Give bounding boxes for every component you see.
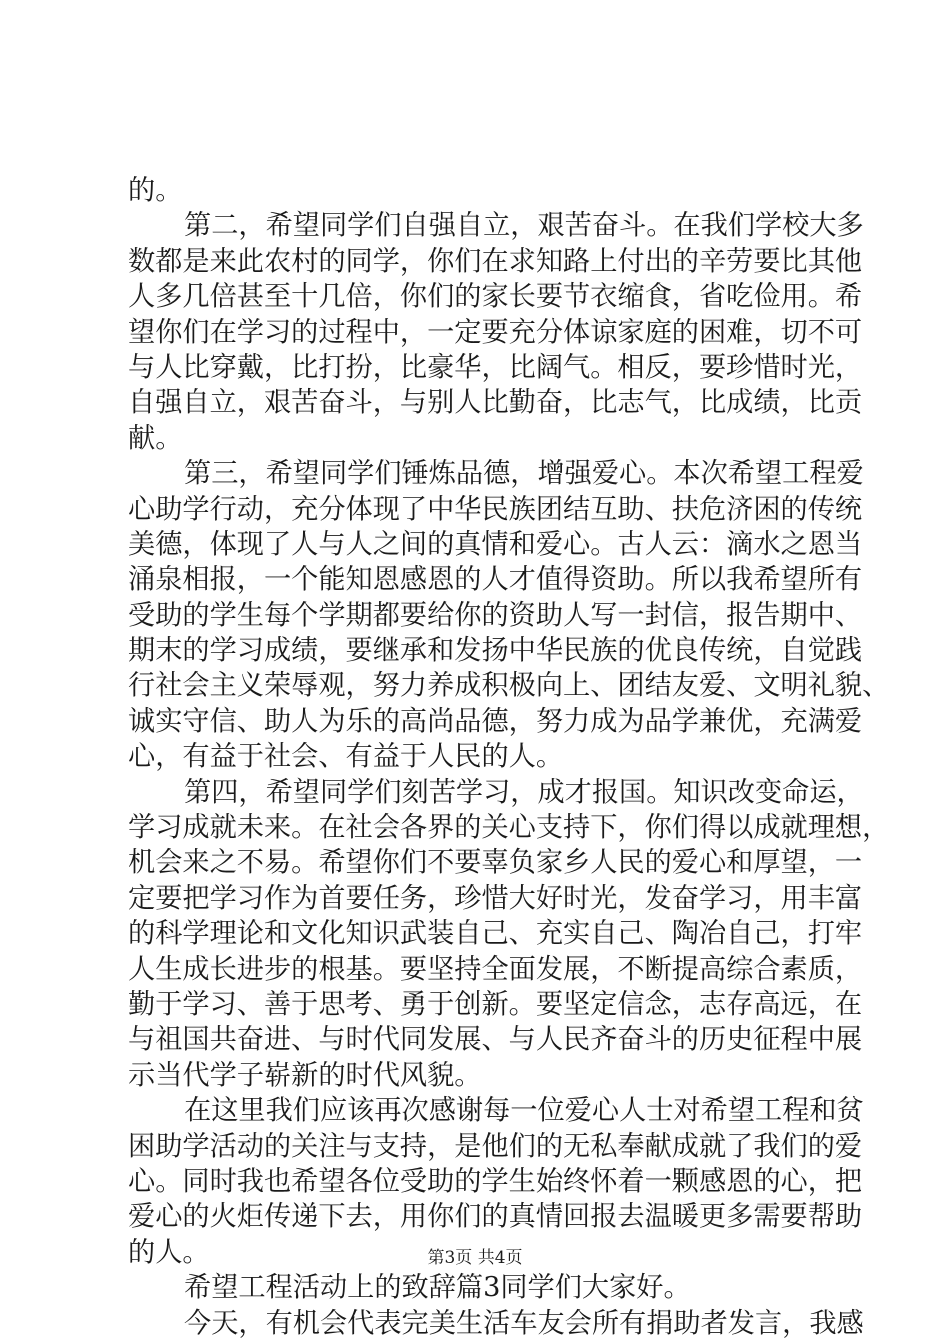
document-body: [128, 173, 890, 1341]
text-line: 人多几倍甚至十几倍，你们的家长要节衣缩食，省吃俭用。希: [128, 281, 863, 313]
text-line: 诚实守信、助人为乐的高尚品德，努力成为品学兼优，充满爱: [128, 705, 863, 737]
text-line: 困助学活动的关注与支持，是他们的无私奉献成就了我们的爱: [128, 1130, 863, 1162]
text-line: 人生成长进步的根基。要坚持全面发展，不断提高综合素质，: [128, 953, 863, 985]
paragraph-6-start: 今天，有机会代表完美生活车友会所有捐助者发言，我感: [184, 1307, 864, 1339]
text-line: 献。: [128, 422, 183, 454]
text-line: 自强自立，艰苦奋斗，与别人比勤奋，比志气，比成绩，比贡: [128, 387, 863, 419]
paragraph-4-start: 第四，希望同学们刻苦学习，成才报国。知识改变命运，: [184, 776, 864, 808]
text-line: 与祖国共奋进、与时代同发展、与人民齐奋斗的历史征程中展: [128, 1024, 863, 1056]
text-line: 爱心的火炬传递下去，用你们的真情回报去温暖更多需要帮助: [128, 1201, 863, 1233]
text-line: 示当代学子崭新的时代风貌。: [128, 1059, 482, 1091]
text-line: 定要把学习作为首要任务，珍惜大好时光，发奋学习，用丰富: [128, 882, 863, 914]
text-line: 涌泉相报，一个能知恩感恩的人才值得资助。所以我希望所有: [128, 564, 863, 596]
text-line: 与人比穿戴，比打扮，比豪华，比阔气。相反，要珍惜时光，: [128, 351, 863, 383]
text-line: 心。同时我也希望各位受助的学生始终怀着一颗感恩的心，把: [128, 1165, 863, 1197]
paragraph-5-start: 在这里我们应该再次感谢每一位爱心人士对希望工程和贫: [184, 1095, 864, 1127]
text-line: 勤于学习、善于思考、勇于创新。要坚定信念，志存高远，在: [128, 988, 863, 1020]
text-line: 受助的学生每个学期都要给你的资助人写一封信，报告期中、: [128, 599, 863, 631]
text-line: 的人。: [128, 1236, 210, 1268]
text-line: 心助学行动，充分体现了中华民族团结互助、扶危济困的传统: [128, 493, 863, 525]
paragraph-3-start: 第三，希望同学们锤炼品德，增强爱心。本次希望工程爱: [184, 458, 864, 490]
text-line: 数都是来此农村的同学，你们在求知路上付出的辛劳要比其他: [128, 245, 863, 277]
text-line: 行社会主义荣辱观，努力养成积极向上、团结友爱、文明礼貌、: [128, 670, 890, 702]
text-line: 期末的学习成绩，要继承和发扬中华民族的优良传统，自觉践: [128, 635, 863, 667]
text-line: 的。: [128, 175, 183, 206]
paragraph-2-start: 第二，希望同学们自强自立，艰苦奋斗。在我们学校大多: [184, 210, 864, 242]
text-line: 的科学理论和文化知识武装自己、充实自己、陶冶自己，打牢: [128, 918, 863, 950]
text-line: 望你们在学习的过程中，一定要充分体谅家庭的困难，切不可: [128, 316, 863, 348]
page-number-footer: 第3页 共4页: [427, 1248, 523, 1268]
text-line: 机会来之不易。希望你们不要辜负家乡人民的爱心和厚望，一: [128, 847, 863, 879]
section-heading-line: 希望工程活动上的致辞篇3同学们大家好。: [184, 1272, 691, 1304]
text-line: 美德，体现了人与人之间的真情和爱心。古人云：滴水之恩当: [128, 528, 863, 560]
text-line: 心，有益于社会、有益于人民的人。: [128, 741, 564, 773]
text-line: 学习成就未来。在社会各界的关心支持下，你们得以成就理想，: [128, 812, 890, 844]
